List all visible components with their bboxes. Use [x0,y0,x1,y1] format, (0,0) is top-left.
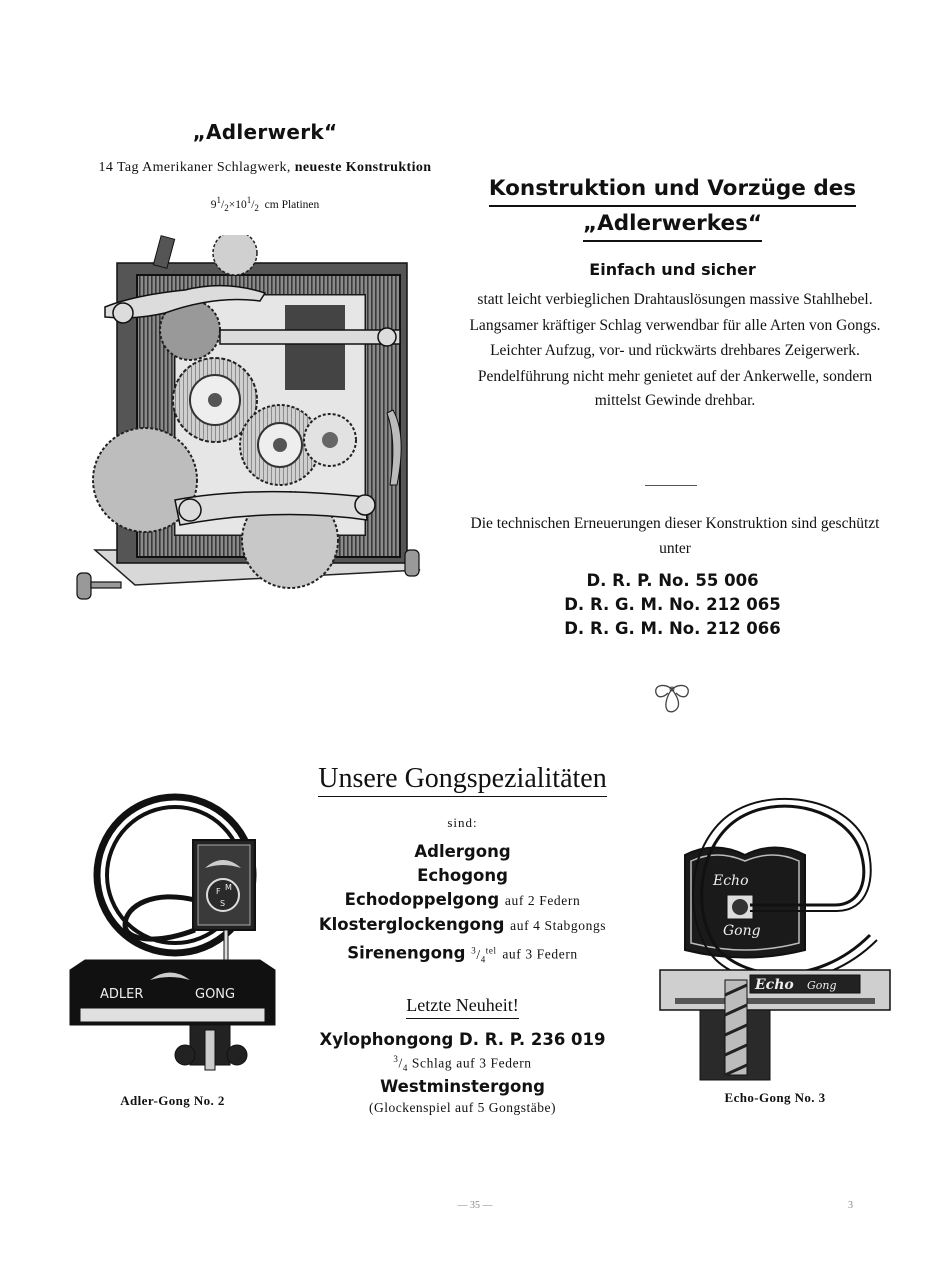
adler-gong-caption: Adler-Gong No. 2 [120,1093,225,1108]
badge-letter-s: S [220,899,226,908]
novelty-heading-text: Letzte Neuheit! [406,995,518,1019]
dimension-a: 9 [210,198,217,211]
feature-item: Leichter Aufzug, vor- und rückwärts drehbares Zeigerwerk. [490,342,860,359]
badge-letter-m: M [225,883,232,892]
novelty-heading [305,995,620,1019]
heading-line-2: „Adlerwerkes“ [583,207,762,242]
plate-text-gong: Gong [807,979,837,992]
patent-item: D. R. P. No. 55 006 [586,571,759,590]
patent-item: D. R. G. M. No. 212 066 [564,619,781,638]
gong-intro: sind: [447,815,478,830]
gong-name: Sirenengong [347,943,466,963]
gong-bar [80,1008,265,1022]
patent-list [470,569,875,641]
sheet-number: 3 [848,1200,853,1211]
novelty-note-text: Schlag auf 3 Federn [411,1055,532,1071]
gong-note: auf 2 Federn [504,893,581,908]
dimension-unit: cm Platinen [264,198,320,211]
page-number: — 35 — [457,1200,493,1211]
heading-line-1: Konstruktion und Vorzüge des [489,172,856,207]
rear-window [285,305,345,390]
dimension-b-frac: 1 [246,195,252,205]
feature-item: statt leicht verbieglichen Drahtauslösungen massive Stahlhebel. [477,291,873,308]
gong-note: auf 4 Stabgongs [510,918,607,933]
bow-ornament-icon [652,683,692,713]
gong-item [305,888,620,913]
dimension-b-den: 2 [254,203,259,214]
dimension-times: × [228,198,236,211]
xylophongong-title: Xylophongong D. R. P. 236 019 [319,1030,606,1049]
badge-text-echo: Echo [713,873,749,889]
gong-note: auf 3 Federn [502,946,578,962]
gong-name: Echogong [417,866,508,885]
gong-name: Adlergong [414,842,511,861]
dimension-a-frac: 1 [216,195,221,205]
clock-movement-illustration [75,235,435,610]
gong-heading [305,762,620,797]
adlerwerk-subtitle [80,160,450,176]
frac-den: 4 [402,1063,408,1074]
gong-fraction: $^3/_4^{tel}$ [471,945,497,965]
echo-gong-caption: Echo-Gong No. 3 [724,1090,826,1105]
feature-item: Langsamer kräftiger Schlag verwendbar für alle Arten von Gongs. [469,316,881,334]
westminstergong-title: Westminstergong [380,1077,545,1096]
subtitle-plain: 14 Tag Amerikaner Schlagwerk, [98,160,291,175]
plate-text-gong: GONG [195,987,236,1002]
patent-item: D. R. G. M. No. 212 065 [564,595,781,614]
plate-text-adler: ADLER [100,987,144,1002]
gong-item [305,864,620,888]
gong-heading-text: Unsere Gongspezialitäten [318,762,606,797]
plate-text-echo: Echo [755,977,794,993]
protection-note: Die technischen Erneuerungen dieser Konstruktion sind geschützt unter [470,515,880,557]
gong-list [305,840,620,971]
feature-list [455,288,895,415]
feature-item: Pendelführung nicht mehr genietet auf der Ankerwelle, sondern mittelst Gewinde drehbar. [477,367,873,409]
badge-text-gong: Gong [723,923,761,939]
dimension-b: 10 [235,198,247,211]
westminstergong-note: (Glockenspiel auf 5 Gongstäbe) [368,1100,557,1115]
konstruktion-heading [470,172,875,242]
badge-letter-f: F [216,887,221,896]
adler-gong-illustration [65,790,280,1080]
xylophongong-note: $^3/_4$ Schlag auf 3 Federn [393,1054,532,1074]
frac-num: 3 [393,1054,399,1064]
gong-item [305,840,620,864]
section-divider [645,485,697,486]
gong-name: Echodoppelgong [344,890,500,909]
gong-item [305,913,620,938]
subtitle-bold: neueste Konstruktion [294,160,432,175]
adlerwerk-title: „Adlerwerk“ [192,120,338,144]
gong-item [305,938,620,971]
echo-gong-illustration [655,785,895,1085]
gong-name: Klosterglockengong [318,915,505,934]
dimension-a-den: 2 [224,203,229,214]
frac-suffix: tel [485,945,497,955]
einfach-subheading: Einfach und sicher [589,260,756,279]
plate-dimensions: $9^1/_2\times 10^1/_2$ cm Platinen [210,195,320,214]
